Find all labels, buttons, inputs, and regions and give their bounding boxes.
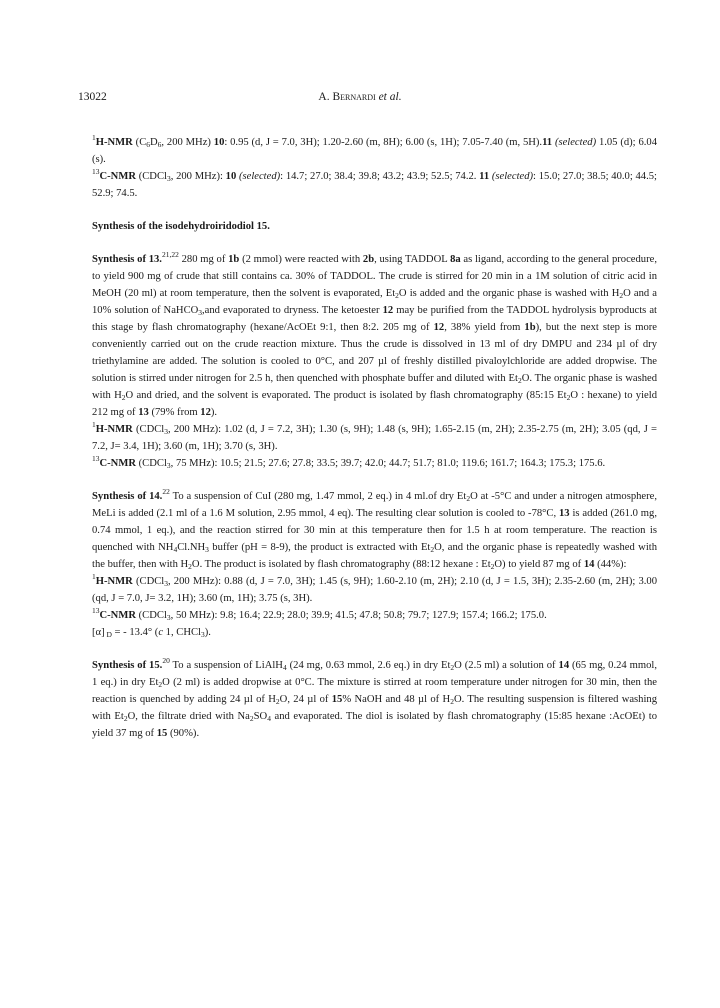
page-number: 13022 bbox=[78, 91, 107, 103]
paragraph-synthesis-15: Synthesis of 15.20 To a suspension of LiAlH$_4$ (24 mg, 0.63 mmol, 2.6 eq.) in dry $Et_2O$ (2.5 ml) a solution of 14 (65 mg, 0.24 mmol, 1 eq.) in dry $Et_2O$ (2 ml) is added dropwise at 0°C. The mixture is stirred at room temperature under nitrogen for 30 min, then the reaction is quenched by adding 24 µl of $H_2O$, 24 µl of 15% NaOH and 48 µl of $H_2O$. The resulting suspension is filtered washing with $Et_2O$, the filtrate dried with $Na_2SO_4$ and evaporated. The diol is isolated by flash chromatography (15:85 hexane :AcOEt) to yield 37 mg of 15 (90%). bbox=[92, 656, 658, 739]
running-header bbox=[78, 89, 642, 107]
paragraph-synthesis-13: Synthesis of 13.$^{21,22}$ 280 mg of 1b (2 mmol) were reacted with 2b, using TADDOL 8a as ligand, according to the general procedure, to yield 900 mg of crude that still contains ca. 30% of TADDOL. The crude is stirred for 20 min in a 1M solution of citric acid in MeOH (20 ml) at room temperature, then the solvent is evaporated, $Et_2O$ is added and the organic phase is washed with $H_2O$ and a 10% solution of NaHCO$_3$,and evaporated to dryness. The ketoester 12 may be purified from the TADDOL hydrolysis byproducts at this stage by flash chromatography (hexane/AcOEt 9:1, then 8:2. 205 mg of 12, 38% yield from 1b), but the next step is more conveniently carried out on the crude reaction mixture. Thus the crude is dissolved in 13 ml of dry DMPU and 234 µl of dry triethylamine are added. The solution is cooled to 0°C, and 207 µl of freshly distilled pivaloylchloride are added dropwise. The solution is stirred under nitrogen for 2.5 h, then quenched with phosphate buffer and diluted with $Et_2O$. The organic phase is washed with $H_2O$ and dried, and the solvent is evaporated. The product is isolated by flash chromatography (85:15 $Et_2O$ : hexane) to yield 212 mg of 13 (79% from 12). bbox=[92, 250, 657, 418]
nmr-h-13: $^1$H-NMR (CDCl$_3$, 200 MHz): 1.02 (d, J = 7.2, 3H); 1.30 (s, 9H); 1.48 (s, 9H); 1.65-2.15 (m, 2H); 2.35-2.75 (m, 2H); 3.05 (qd, J = 7.2, J= 3.4, 1H); 3.60 (m, 1H); 3.70 (s, 3H). bbox=[92, 420, 657, 452]
nmr-c-10-11: $^{13}$C-NMR (CDCl$_3$, 200 MHz): 10 (selected): 14.7; 27.0; 38.4; 39.8; 43.2; 43.9; 52.5; 74.2. 11 (selected): 15.0; 27.0; 38.5; 40.0; 44.5; 52.9; 74.5. bbox=[92, 167, 657, 199]
nmr-h-10-11: $^1$H-NMR ($C_6D_6$, 200 MHz) 10: 0.95 (d, J = 7.0, 3H); 1.20-2.60 (m, 8H); 6.00 (s, 1H); 7.05-7.40 (m, 5H).11 (selected) 1.05 (d); 6.04 (s). bbox=[92, 133, 657, 165]
optical-rotation-14: [α] $_D$ = - 13.4° (c 1, CHCl$_3$). bbox=[92, 627, 211, 639]
running-head-authors: A. Bernardi et al. bbox=[318, 91, 402, 103]
section-title: Synthesis of the isodehydroiridodiol 15. bbox=[92, 221, 270, 232]
nmr-h-14: $^1$H-NMR (CDCl$_3$, 200 MHz): 0.88 (d, J = 7.0, 3H); 1.45 (s, 9H); 1.60-2.10 (m, 2H); 2.10 (d, J = 1.5, 3H); 2.35-2.60 (m, 2H); 3.00 (qd, J = 7.0, J= 3.2, 1H); 3.60 (m, 1H); 3.75 (s, 3H). bbox=[92, 572, 658, 604]
nmr-c-13: $^{13}$C-NMR (CDCl$_3$, 75 MHz): 10.5; 21.5; 27.6; 27.8; 33.5; 39.7; 42.0; 44.7; 51.7; 81.0; 119.6; 161.7; 164.3; 175.3; 175.6. bbox=[92, 454, 606, 470]
nmr-c-14: $^{13}$C-NMR (CDCl$_3$, 50 MHz): 9.8; 16.4; 22.9; 28.0; 39.9; 41.5; 47.8; 50.8; 79.7; 127.9; 157.4; 166.2; 175.0. bbox=[92, 606, 547, 622]
article-body bbox=[92, 134, 657, 742]
paragraph-synthesis-14: Synthesis of 14.22 To a suspension of CuI (280 mg, 1.47 mmol, 2 eq.) in 4 ml.of dry $Et_2O$ at -5°C and under a nitrogen atmosphere, MeLi is added (2.1 ml of a 1.6 M solution, 2.95 mmol, 4 eq). The resulting clear solution is cooled to -78°C, 13 is added (261.0 mg, 0.74 mmol, 1 eq.), and the reaction stirred for 30 min at this temperature then for 1.5 h at room temperature. The reaction is quenched with $NH_4Cl.NH_3$ buffer (pH = 8-9), the product is extracted with $Et_2O$, and the organic phase is repeatedly washed with the buffer, then with $H_2O$. The product is isolated by flash chromatography (88:12 hexane : $Et_2O$) to yield 87 mg of 14 (44%): bbox=[92, 487, 658, 571]
